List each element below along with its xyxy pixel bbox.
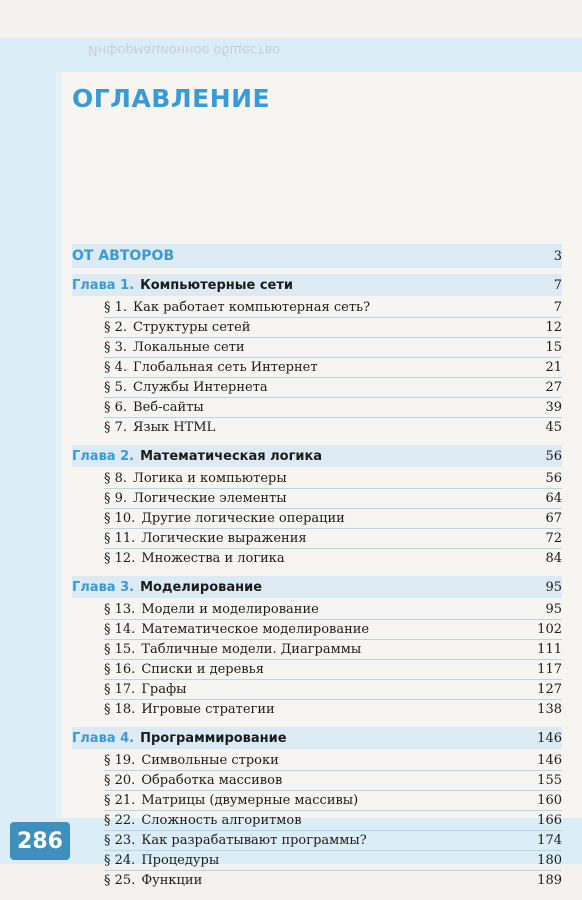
section-number: § 6. — [104, 400, 128, 415]
chapter-block — [72, 274, 562, 445]
dot-leader — [326, 450, 540, 462]
section-number: § 25. — [104, 873, 136, 888]
section-page: 15 — [545, 340, 562, 355]
section-number: § 7. — [104, 420, 128, 435]
section-title: Обработка массивов — [141, 773, 283, 788]
section-title: Символьные строки — [141, 753, 279, 768]
dot-leader — [323, 604, 540, 616]
section-number: § 15. — [104, 642, 136, 657]
dot-leader — [191, 684, 534, 696]
header-ghost-text: Информационное общество — [88, 42, 281, 57]
dot-leader — [365, 644, 533, 656]
section-title: Математическое моделирование — [141, 622, 370, 637]
page-number: 286 — [10, 822, 70, 860]
section-row[interactable] — [104, 529, 562, 549]
dot-leader — [289, 553, 540, 565]
section-row[interactable] — [104, 851, 562, 871]
section-title: Логические выражения — [141, 531, 307, 546]
chapter-row[interactable] — [72, 727, 562, 749]
section-row[interactable] — [104, 811, 562, 831]
chapter-page: 56 — [545, 448, 562, 464]
section-number: § 12. — [104, 551, 136, 566]
chapter-page: 146 — [537, 730, 562, 746]
dot-leader — [291, 493, 540, 505]
section-row[interactable] — [104, 469, 562, 489]
chapter-row[interactable] — [72, 445, 562, 467]
table-of-contents — [72, 244, 562, 890]
dot-leader — [206, 875, 533, 887]
section-page: 146 — [537, 753, 562, 768]
section-title: Как работает компьютерная сеть? — [133, 300, 371, 315]
section-row[interactable] — [104, 398, 562, 418]
dot-leader — [283, 755, 533, 767]
section-row[interactable] — [104, 751, 562, 771]
section-title: Веб-сайты — [133, 400, 204, 415]
chapter-gap — [72, 568, 562, 576]
section-title: Табличные модели. Диаграммы — [141, 642, 362, 657]
section-page: 160 — [537, 793, 562, 808]
section-page: 155 — [537, 773, 562, 788]
dot-leader — [272, 382, 540, 394]
section-page: 127 — [537, 682, 562, 697]
dot-leader — [254, 322, 540, 334]
section-title: Сложность алгоритмов — [141, 813, 302, 828]
chapter-page: 95 — [545, 579, 562, 595]
section-row[interactable] — [104, 640, 562, 660]
section-title: Функции — [141, 873, 203, 888]
dot-leader — [219, 422, 540, 434]
section-number: § 18. — [104, 702, 136, 717]
section-title: Матрицы (двумерные массивы) — [141, 793, 359, 808]
section-number: § 14. — [104, 622, 136, 637]
section-list — [72, 600, 562, 719]
chapter-row[interactable] — [72, 274, 562, 296]
section-row[interactable] — [104, 831, 562, 851]
dot-leader — [373, 624, 533, 636]
section-page: 45 — [545, 420, 562, 435]
section-title: Графы — [141, 682, 187, 697]
dot-leader — [291, 473, 540, 485]
section-row[interactable] — [104, 418, 562, 437]
section-row[interactable] — [104, 318, 562, 338]
chapter-block — [72, 576, 562, 727]
dot-leader — [249, 342, 540, 354]
section-number: § 24. — [104, 853, 136, 868]
dot-leader — [291, 732, 534, 744]
dot-leader — [223, 855, 533, 867]
section-title: Локальные сети — [133, 340, 245, 355]
dot-leader — [371, 835, 533, 847]
section-row[interactable] — [104, 791, 562, 811]
dot-leader — [208, 402, 540, 414]
authors-page: 3 — [553, 248, 562, 264]
section-list — [72, 469, 562, 568]
section-number: § 3. — [104, 340, 128, 355]
chapter-prefix: Глава 2. — [72, 448, 135, 464]
section-title: Списки и деревья — [141, 662, 264, 677]
section-title: Глобальная сеть Интернет — [133, 360, 318, 375]
section-title: Службы Интернета — [133, 380, 268, 395]
section-page: 95 — [545, 602, 562, 617]
dot-leader — [279, 704, 534, 716]
section-number: § 2. — [104, 320, 128, 335]
section-row[interactable] — [104, 771, 562, 791]
chapter-row[interactable] — [72, 576, 562, 598]
section-row[interactable] — [104, 358, 562, 378]
dot-leader — [306, 815, 534, 827]
section-title: Как разрабатывают программы? — [141, 833, 367, 848]
section-row[interactable] — [104, 660, 562, 680]
section-number: § 22. — [104, 813, 136, 828]
chapter-page: 7 — [553, 277, 562, 293]
section-title: Множества и логика — [141, 551, 285, 566]
dot-leader — [178, 250, 540, 262]
section-row[interactable] — [104, 600, 562, 620]
section-number: § 16. — [104, 662, 136, 677]
chapter-prefix: Глава 3. — [72, 579, 135, 595]
chapter-block — [72, 727, 562, 890]
section-page: 64 — [545, 491, 562, 506]
section-page: 111 — [537, 642, 562, 657]
section-title: Игровые стратегии — [141, 702, 275, 717]
section-page: 180 — [537, 853, 562, 868]
section-page: 72 — [545, 531, 562, 546]
section-title: Процедуры — [141, 853, 220, 868]
section-row[interactable] — [104, 620, 562, 640]
section-number: § 11. — [104, 531, 136, 546]
section-title: Логика и компьютеры — [133, 471, 287, 486]
section-page: 102 — [537, 622, 562, 637]
authors-label: ОТ АВТОРОВ — [72, 248, 175, 264]
section-row[interactable] — [104, 700, 562, 719]
dot-leader — [286, 775, 533, 787]
dot-leader — [268, 664, 533, 676]
chapter-block — [72, 445, 562, 576]
section-page: 67 — [545, 511, 562, 526]
dot-leader — [349, 513, 540, 525]
chapter-title: Моделирование — [140, 579, 263, 595]
section-page: 21 — [545, 360, 562, 375]
section-list — [72, 298, 562, 437]
section-number: § 17. — [104, 682, 136, 697]
section-number: § 1. — [104, 300, 128, 315]
section-page: 12 — [545, 320, 562, 335]
section-number: § 5. — [104, 380, 128, 395]
section-number: § 20. — [104, 773, 136, 788]
chapter-prefix: Глава 1. — [72, 277, 135, 293]
dot-leader — [311, 533, 540, 545]
left-margin-band — [0, 38, 56, 838]
section-number: § 8. — [104, 471, 128, 486]
section-page: 189 — [537, 873, 562, 888]
section-page: 56 — [545, 471, 562, 486]
section-page: 27 — [545, 380, 562, 395]
chapter-prefix: Глава 4. — [72, 730, 135, 746]
section-row[interactable] — [104, 338, 562, 358]
section-page: 174 — [537, 833, 562, 848]
chapter-title: Математическая логика — [140, 448, 323, 464]
section-list — [72, 751, 562, 890]
section-row[interactable] — [104, 871, 562, 890]
section-number: § 23. — [104, 833, 136, 848]
dot-leader — [322, 362, 540, 374]
chapter-gap — [72, 719, 562, 727]
section-row[interactable] — [104, 298, 562, 318]
section-title: Модели и моделирование — [141, 602, 319, 617]
section-title: Логические элементы — [133, 491, 287, 506]
dot-leader — [362, 795, 533, 807]
section-page: 7 — [553, 300, 562, 315]
section-number: § 19. — [104, 753, 136, 768]
chapter-title: Программирование — [140, 730, 287, 746]
section-page: 138 — [537, 702, 562, 717]
chapter-title: Компьютерные сети — [140, 277, 294, 293]
section-page: 117 — [537, 662, 562, 677]
section-row[interactable] — [104, 378, 562, 398]
section-page: 39 — [545, 400, 562, 415]
dot-leader — [374, 302, 540, 314]
section-row[interactable] — [104, 509, 562, 529]
section-number: § 10. — [104, 511, 136, 526]
section-row[interactable] — [104, 489, 562, 509]
page-title: ОГЛАВЛЕНИЕ — [72, 84, 271, 113]
section-number: § 13. — [104, 602, 136, 617]
dot-leader — [297, 279, 540, 291]
chapter-gap — [72, 437, 562, 445]
section-row[interactable] — [104, 680, 562, 700]
section-row[interactable] — [104, 549, 562, 568]
section-title: Другие логические операции — [141, 511, 345, 526]
dot-leader — [266, 581, 540, 593]
toc-authors-row[interactable] — [72, 244, 562, 268]
section-page: 84 — [545, 551, 562, 566]
section-title: Язык HTML — [133, 420, 216, 435]
section-page: 166 — [537, 813, 562, 828]
section-title: Структуры сетей — [133, 320, 251, 335]
section-number: § 4. — [104, 360, 128, 375]
section-number: § 21. — [104, 793, 136, 808]
section-number: § 9. — [104, 491, 128, 506]
